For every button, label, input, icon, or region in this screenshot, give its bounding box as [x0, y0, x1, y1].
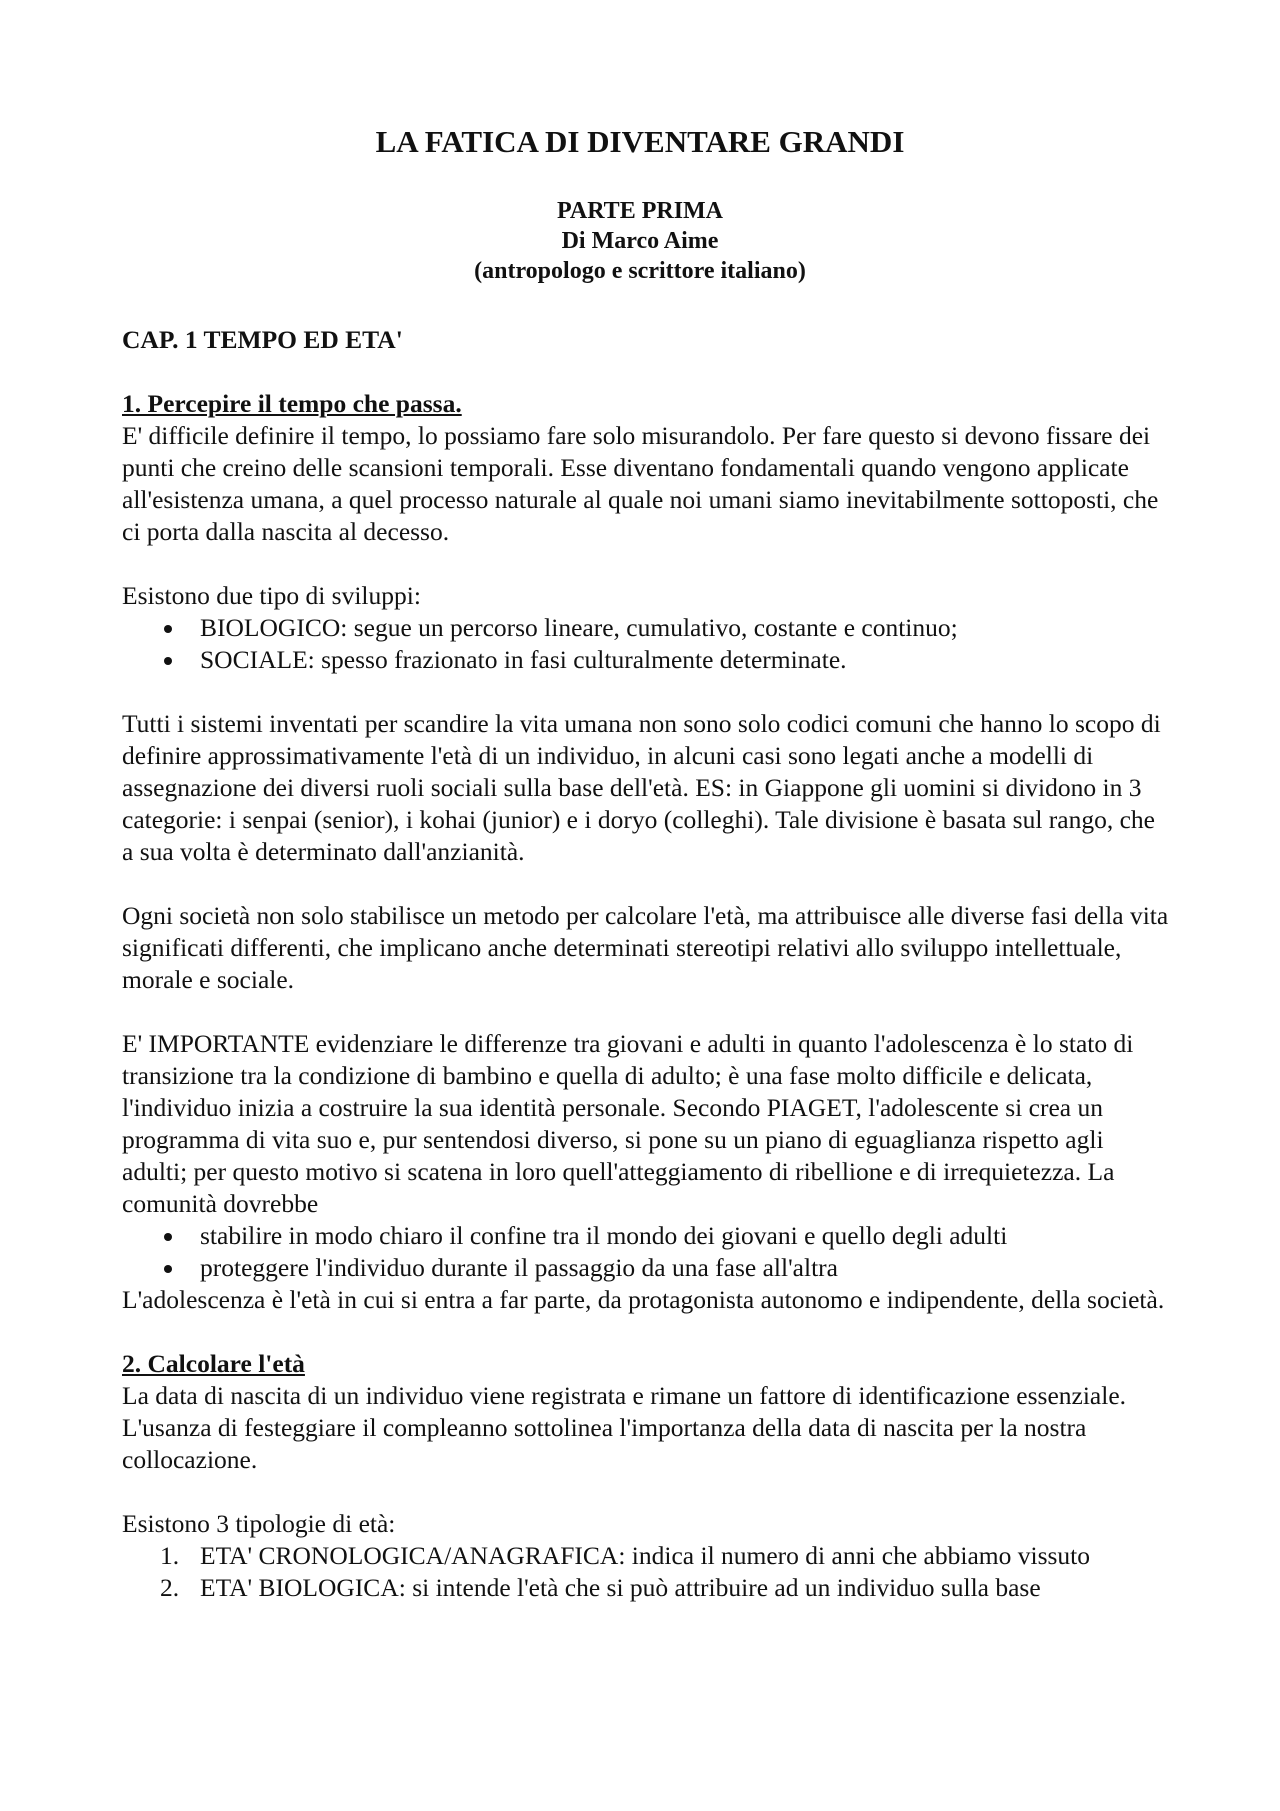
bullet-icon [164, 657, 172, 665]
section-heading-2: 2. Calcolare l'età [122, 1349, 305, 1378]
paragraph: L'adolescenza è l'età in cui si entra a far parte, da protagonista autonomo e indipendente, della società. [122, 1285, 1165, 1314]
paragraph: Esistono 3 tipologie di età: [122, 1509, 396, 1538]
paragraph: La data di nascita di un individuo viene registrata e rimane un fattore di identificazione essenziale. L'usanza di festeggiare il compleanno sottolinea l'importanza della data di nascita per la nostra collocazione. [122, 1381, 1127, 1474]
list-item-text: SOCIALE: spesso frazionato in fasi culturalmente determinate. [200, 645, 847, 674]
list-item-text: ETA' BIOLOGICA: si intende l'età che si può attribuire ad un individuo sulla base [200, 1573, 1041, 1602]
bullet-list-community [122, 1220, 1172, 1284]
bullet-icon [164, 625, 172, 633]
subtitle-block [0, 196, 1280, 286]
paragraph: Ogni società non solo stabilisce un metodo per calcolare l'età, ma attribuisce alle diverse fasi della vita significati differenti, che implicano anche determinati stereotipi relativi allo sviluppo intellettuale, morale e sociale. [122, 901, 1169, 994]
list-number: 2. [160, 1573, 180, 1602]
numbered-list-age-types [122, 1540, 1172, 1604]
paragraph: Esistono due tipo di sviluppi: [122, 581, 421, 610]
list-item [122, 612, 1172, 644]
list-item [122, 644, 1172, 676]
list-item-text: ETA' CRONOLOGICA/ANAGRAFICA: indica il numero di anni che abbiamo vissuto [200, 1541, 1090, 1570]
part-label: PARTE PRIMA [556, 198, 724, 224]
author-line: Di Marco Aime [561, 228, 719, 254]
list-item-text: stabilire in modo chiaro il confine tra il mondo dei giovani e quello degli adulti [200, 1221, 1008, 1250]
paragraph: E' IMPORTANTE evidenziare le differenze tra giovani e adulti in quanto l'adolescenza è lo stato di transizione tra la condizione di bambino e quella di adulto; è una fase molto difficile e delicata, l'individuo inizia a costruire la sua identità personale. Secondo PIAGET, l'adolescente si crea un programma di vita suo e, pur sentendosi diverso, si pone su un piano di eguaglianza rispetto agli adulti; per questo motivo si scatena in loro quell'atteggiamento di ribellione e di irrequietezza. La comunità dovrebbe [122, 1029, 1134, 1218]
list-item [122, 1220, 1172, 1252]
list-item [122, 1252, 1172, 1284]
list-item [122, 1572, 1172, 1604]
document-body [122, 324, 1172, 1604]
list-item-text: BIOLOGICO: segue un percorso lineare, cumulativo, costante e continuo; [200, 613, 958, 642]
list-number: 1. [160, 1541, 180, 1570]
list-item [122, 1540, 1172, 1572]
chapter-title: CAP. 1 TEMPO ED ETA' [122, 325, 403, 354]
paragraph: E' difficile definire il tempo, lo possiamo fare solo misurandolo. Per fare questo si devono fissare dei punti che creino delle scansioni temporali. Esse diventano fondamentali quando vengono applicate all'esistenza umana, a quel processo naturale al quale noi umani siamo inevitabilmente sottoposti, che ci porta dalla nascita al decesso. [122, 421, 1159, 546]
author-note: (antropologo e scrittore italiano) [474, 258, 806, 284]
bullet-icon [164, 1233, 172, 1241]
section-heading-1: 1. Percepire il tempo che passa. [122, 389, 462, 418]
list-item-text: proteggere l'individuo durante il passaggio da una fase all'altra [200, 1253, 838, 1282]
paragraph: Tutti i sistemi inventati per scandire la vita umana non sono solo codici comuni che hanno lo scopo di definire approssimativamente l'età di un individuo, in alcuni casi sono legati anche a modelli di assegnazione dei diversi ruoli sociali sulla base dell'età. ES: in Giappone gli uomini si dividono in 3 categorie: i senpai (senior), i kohai (junior) e i doryo (colleghi). Tale divisione è basata sul rango, che a sua volta è determinato dall'anzianità. [122, 709, 1161, 866]
document-title: LA FATICA DI DIVENTARE GRANDI [375, 124, 905, 159]
bullet-icon [164, 1265, 172, 1273]
bullet-list-development [122, 612, 1172, 676]
